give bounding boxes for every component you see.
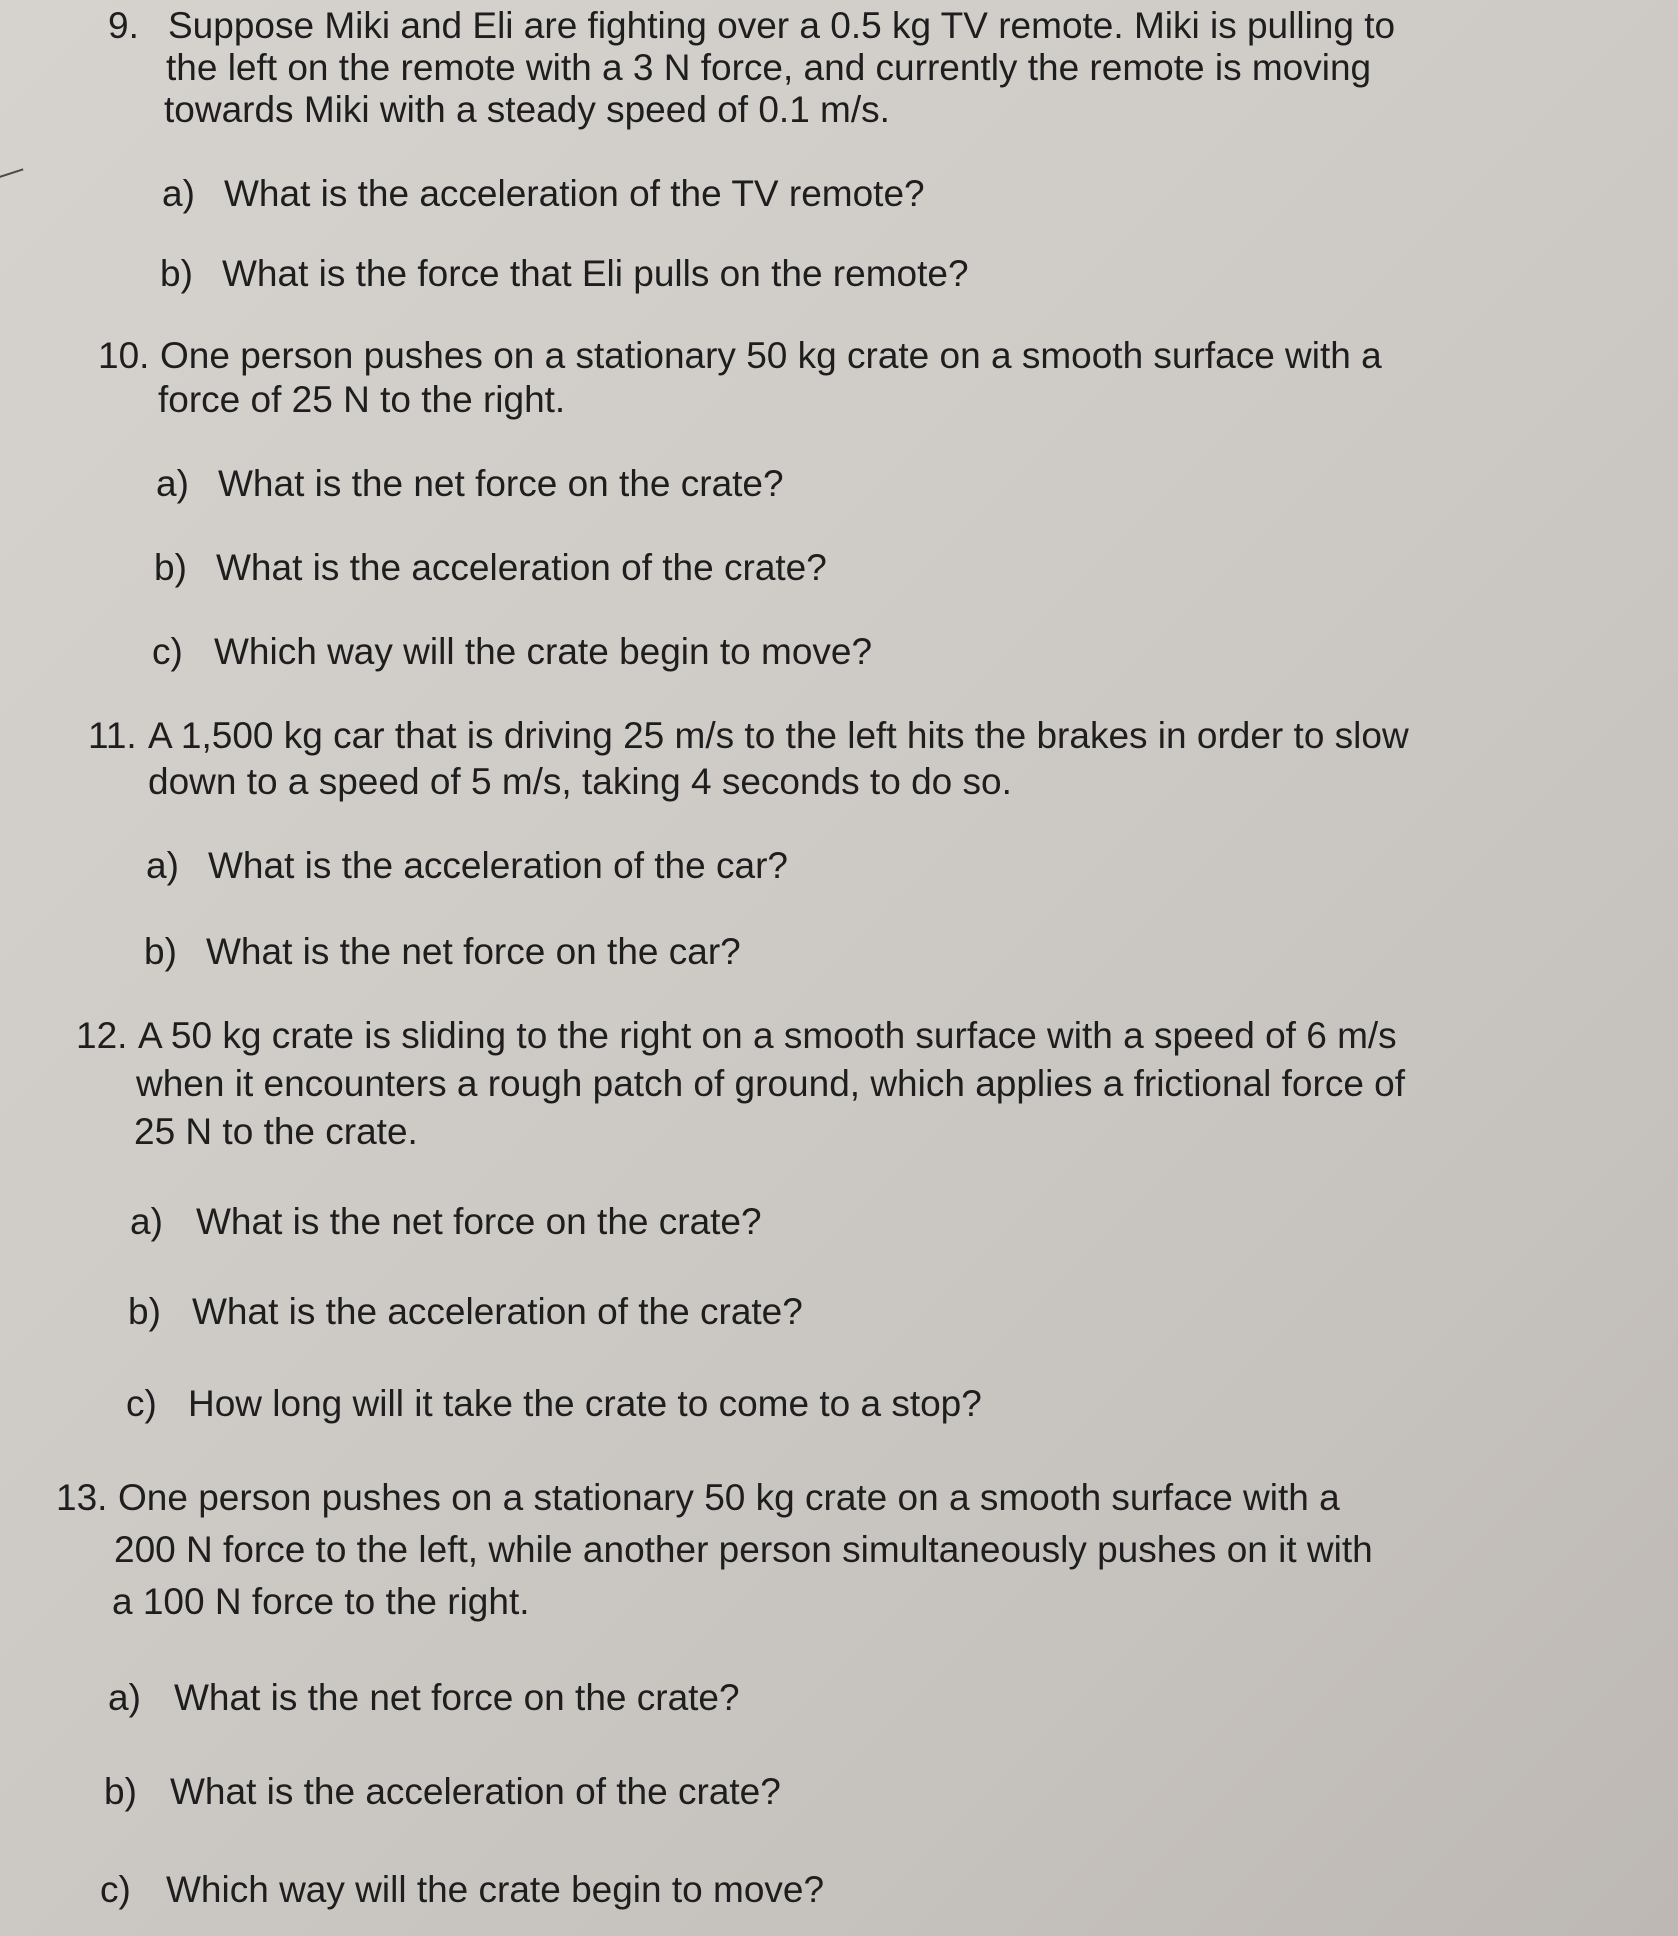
question-13-part-a-label: a): [108, 1677, 141, 1718]
question-13-part-c-label: c): [100, 1869, 131, 1910]
question-12-part-c-label: c): [126, 1383, 157, 1424]
question-9-part-a-text: What is the acceleration of the TV remote?: [224, 173, 925, 214]
question-10-part-c-label: c): [152, 631, 183, 672]
question-12-text-line-1: A 50 kg crate is sliding to the right on a smooth surface with a speed of 6 m/s: [138, 1015, 1397, 1056]
question-9-text-line-2: the left on the remote with a 3 N force, and currently the remote is moving: [166, 47, 1372, 88]
question-13-text-line-2: 200 N force to the left, while another person simultaneously pushes on it with: [114, 1529, 1373, 1570]
question-9-text-line-1: Suppose Miki and Eli are fighting over a 0.5 kg TV remote. Miki is pulling to: [168, 5, 1396, 46]
question-9-number: 9.: [108, 5, 139, 46]
question-13-part-b-label: b): [104, 1771, 137, 1812]
question-11-part-a-label: a): [146, 845, 179, 886]
question-11-text-line-2: down to a speed of 5 m/s, taking 4 seconds to do so.: [148, 761, 1012, 802]
question-10-part-a-label: a): [156, 463, 189, 504]
question-13-text-line-1: One person pushes on a stationary 50 kg crate on a smooth surface with a: [118, 1477, 1340, 1518]
question-9-part-b-label: b): [160, 253, 193, 294]
question-13-part-a-text: What is the net force on the crate?: [174, 1677, 740, 1718]
question-10-text-line-2: force of 25 N to the right.: [158, 379, 566, 420]
question-12-part-c-text: How long will it take the crate to come to a stop?: [188, 1383, 982, 1424]
question-12-text-line-3: 25 N to the crate.: [134, 1111, 418, 1152]
question-12-text-line-2: when it encounters a rough patch of ground, which applies a frictional force of: [136, 1063, 1406, 1104]
question-10-part-c-text: Which way will the crate begin to move?: [214, 631, 873, 672]
question-11-part-b-label: b): [144, 931, 177, 972]
question-11-number: 11.: [88, 715, 137, 756]
question-11-part-b-text: What is the net force on the car?: [206, 931, 741, 972]
question-9-part-b-text: What is the force that Eli pulls on the remote?: [222, 253, 969, 294]
question-12-part-a-text: What is the net force on the crate?: [196, 1201, 762, 1242]
question-13-part-c-text: Which way will the crate begin to move?: [166, 1869, 825, 1910]
question-10-text-line-1: One person pushes on a stationary 50 kg crate on a smooth surface with a: [160, 335, 1382, 376]
question-11-text-line-1: A 1,500 kg car that is driving 25 m/s to the left hits the brakes in order to slow: [148, 715, 1409, 756]
question-13-part-b-text: What is the acceleration of the crate?: [170, 1771, 781, 1812]
question-12-part-b-label: b): [128, 1291, 161, 1332]
question-9-text-line-3: towards Miki with a steady speed of 0.1 m/s.: [164, 89, 890, 130]
question-12-part-a-label: a): [130, 1201, 163, 1242]
question-11-part-a-text: What is the acceleration of the car?: [208, 845, 788, 886]
question-9-part-a-label: a): [162, 173, 195, 214]
question-12-part-b-text: What is the acceleration of the crate?: [192, 1291, 803, 1332]
question-12-number: 12.: [76, 1015, 128, 1056]
question-10-part-b-label: b): [154, 547, 187, 588]
pen-mark: [0, 168, 28, 191]
question-13-number: 13.: [56, 1477, 108, 1518]
question-10-part-a-text: What is the net force on the crate?: [218, 463, 784, 504]
question-10-part-b-text: What is the acceleration of the crate?: [216, 547, 827, 588]
question-10-number: 10.: [98, 335, 150, 376]
question-13-text-line-3: a 100 N force to the right.: [112, 1581, 530, 1622]
